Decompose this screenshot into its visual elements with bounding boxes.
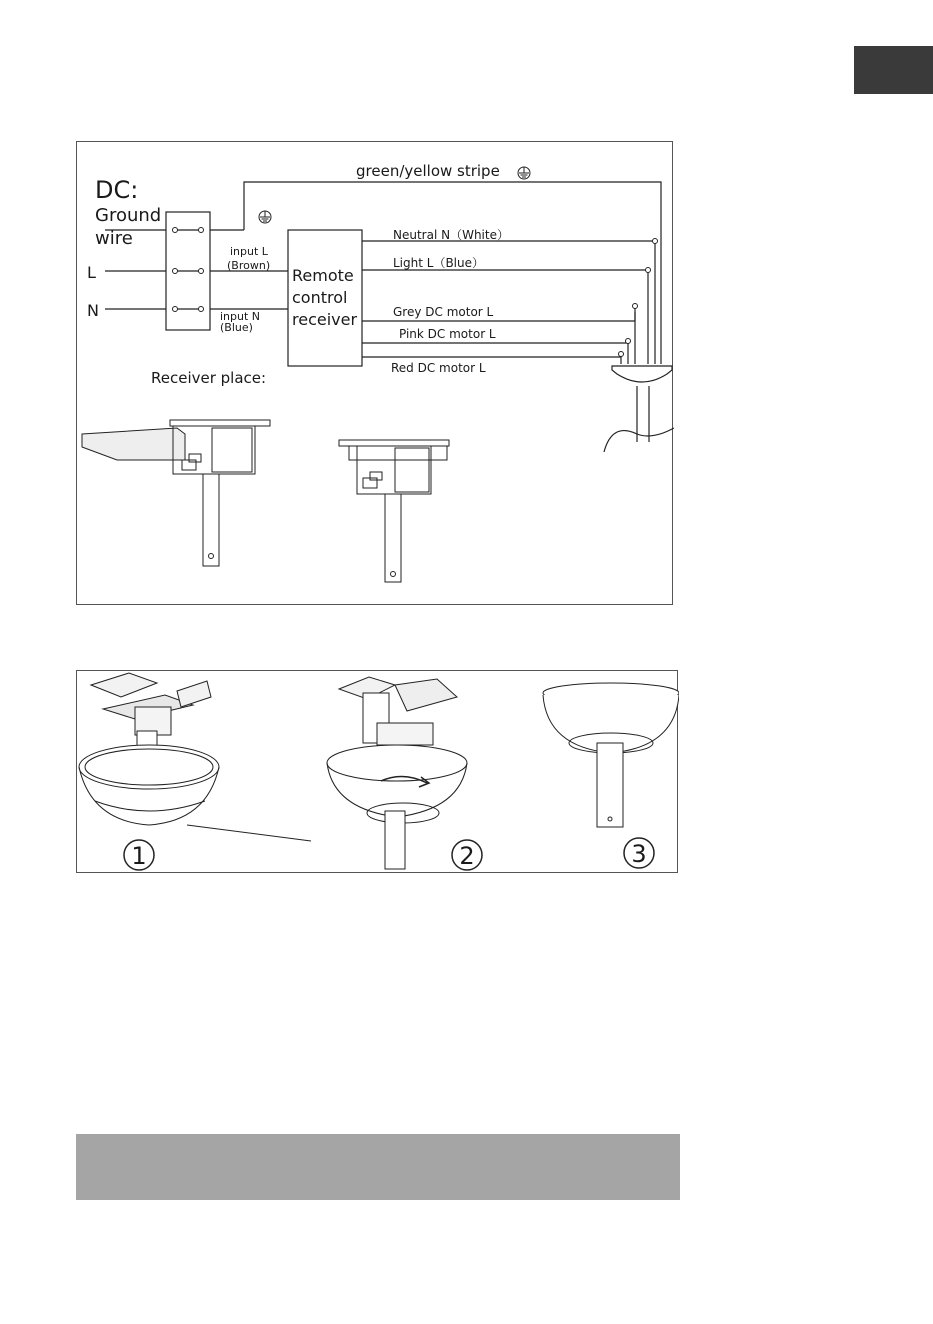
input-l-color-label: (Brown) — [227, 259, 271, 272]
motor-collar — [612, 366, 672, 382]
ground-label: Ground — [95, 205, 162, 226]
input-n-label: input N — [220, 310, 261, 323]
ground-symbol-icon — [518, 167, 530, 179]
red-label: Red DC motor L — [391, 361, 486, 375]
pink-label: Pink DC motor L — [399, 327, 496, 341]
receiver-placement-right-drawing — [339, 440, 449, 582]
installation-steps — [76, 670, 678, 873]
step3-number: 3 — [631, 840, 647, 868]
receiver-line2: control — [292, 288, 348, 307]
grey-label: Grey DC motor L — [393, 305, 494, 319]
page-tab-marker — [854, 46, 933, 94]
n-label: N — [87, 301, 99, 320]
input-n-color-label: (Blue) — [220, 321, 253, 334]
receiver-place-label: Receiver place: — [151, 369, 267, 387]
receiver-line1: Remote — [292, 266, 354, 285]
input-l-label: input L — [230, 245, 268, 258]
step1-drawing — [79, 673, 311, 841]
wire-label: wire — [95, 228, 133, 249]
ground-symbol-small-icon — [259, 211, 271, 223]
l-label: L — [87, 263, 96, 282]
step1-number: 1 — [131, 842, 147, 870]
dc-label: DC: — [95, 176, 139, 204]
receiver-placement-left-drawing — [82, 420, 270, 566]
section-heading-bar — [76, 1134, 680, 1200]
installation-steps-canvas — [77, 671, 679, 874]
wiring-diagram-canvas — [77, 142, 674, 606]
ground-stripe-label: green/yellow stripe — [356, 162, 500, 180]
wiring-diagram — [76, 141, 673, 605]
step2-number: 2 — [459, 842, 475, 870]
light-label: Light L（Blue） — [393, 256, 485, 270]
step3-drawing — [543, 683, 679, 827]
receiver-line3: receiver — [292, 310, 358, 329]
step2-drawing — [327, 677, 467, 869]
neutral-label: Neutral N（White） — [393, 228, 509, 242]
